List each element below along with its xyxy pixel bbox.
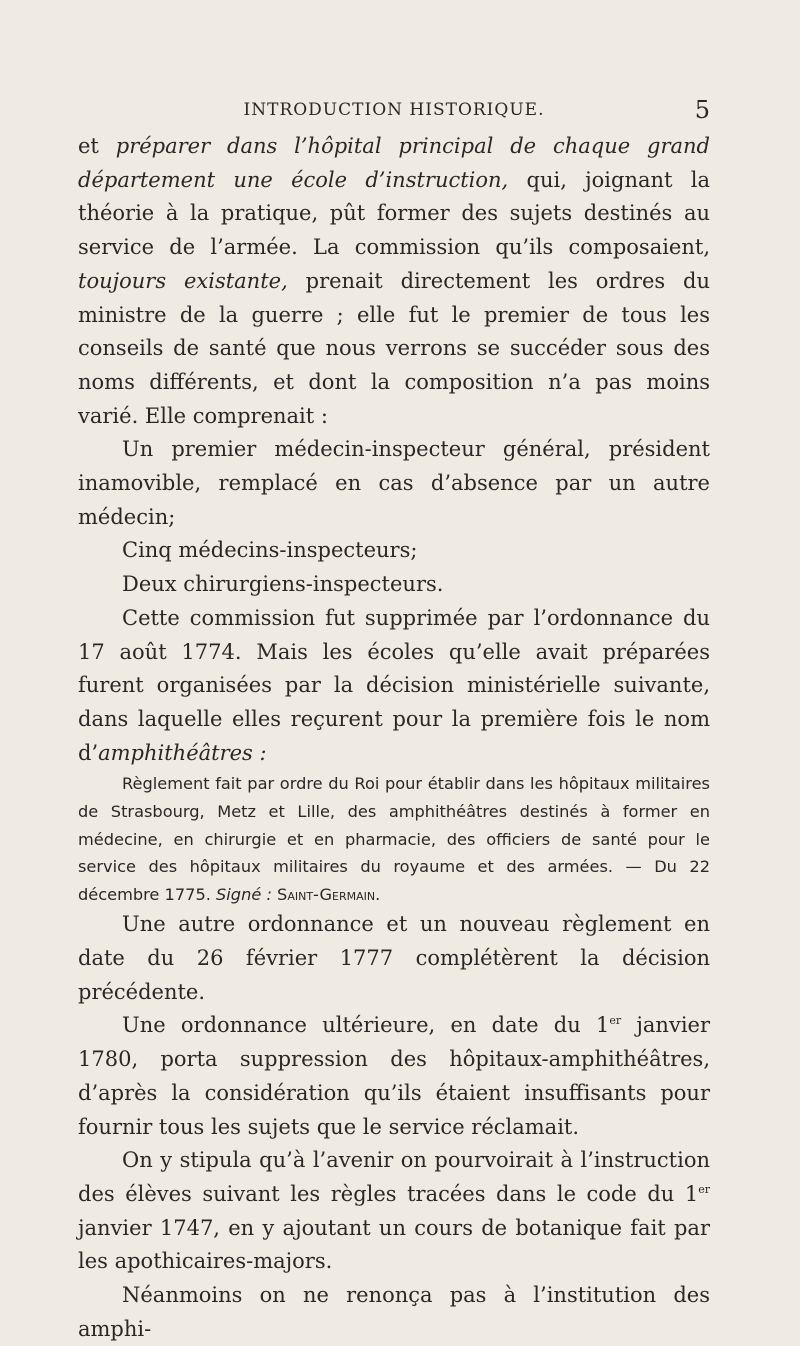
paragraph-1-italic-b: toujours existante, [78, 268, 288, 293]
paragraph-1-text-b: qui, joignant la théorie à la pratique, pût former des sujets destinés au service de l’armée. La commission qu’ils composaient, [78, 167, 710, 260]
page-number: 5 [694, 96, 710, 124]
paragraph-1-text-a: et [78, 134, 116, 158]
quoted-regulation [78, 770, 710, 908]
paragraph-8-text-a: On y stipula qu’à l’avenir on pourvoirait à l’instruction des élèves suivant les règles tracées dans le code du 1 [78, 1148, 710, 1206]
paragraph-5 [78, 602, 710, 771]
paragraph-8-text-b: janvier 1747, en y ajoutant un cours de botanique fait par les apothicaires-majors. [78, 1215, 710, 1274]
paragraph-1-italic-a: préparer dans l’hôpital principal de chaque grand département une école d’instruction, [78, 134, 710, 192]
paragraph-1-text-c: prenait directement les ordres du ministre de la guerre ; elle fut le premier de tous les conseils de santé que nous verrons se succéder sous des noms différents, et dont la composition n’a pas moins varié. Elle comprenait : [78, 268, 710, 428]
quote-signed-label: Signé : [216, 884, 272, 904]
paragraph-4: Deux chirurgiens-inspecteurs. [122, 572, 444, 597]
paragraph-7 [78, 1009, 710, 1144]
paragraph-6: Une autre ordonnance et un nouveau règlement en date du 26 février 1777 complétèrent la décision précédente. [78, 912, 710, 1004]
paragraph-5-text: Cette commission fut supprimée par l’ordonnance du 17 août 1774. Mais les écoles qu’elle avait préparées furent organisées par la décision ministérielle suivante, dans laquelle elles reçurent pour la première fois le nom d’ [78, 605, 710, 765]
paragraph-9: Néanmoins on ne renonça pas à l’institution des amphi- [78, 1283, 710, 1341]
quote-text: Règlement fait par ordre du Roi pour établir dans les hôpitaux militaires de Strasbourg, Metz et Lille, des amphithéâtres destinés à former en médecine, en chirurgie et en pharmacie, des officiers de santé pour le service des hôpitaux militaires du royaume et des armées. — Du 22 décembre 1775. [78, 774, 710, 904]
page-body [78, 130, 710, 1346]
page-header [78, 96, 710, 130]
paragraph-3: Cinq médecins-inspecteurs; [122, 538, 418, 563]
running-head: INTRODUCTION HISTORIQUE. [243, 100, 545, 120]
quote-signatory: Saint-Germain. [271, 884, 381, 904]
paragraph-7-text-b: janvier 1780, porta suppression des hôpitaux-amphithéâtres, d’après la considération qu’ils étaient insuffisants pour fournir tous les sujets que le service réclamait. [78, 1013, 711, 1139]
paragraph-8-superscript: er [698, 1182, 710, 1196]
paragraph-5-italic: amphithéâtres : [98, 740, 267, 765]
paragraph-7-text-a: Une ordonnance ultérieure, en date du 1 [122, 1013, 610, 1038]
paragraph-7-superscript: er [609, 1014, 622, 1028]
paragraph-8 [78, 1144, 710, 1279]
paragraph-1 [78, 130, 710, 433]
paragraph-2: Un premier médecin-inspecteur général, président inamovible, remplacé en cas d’absence par un autre médecin; [78, 437, 710, 529]
